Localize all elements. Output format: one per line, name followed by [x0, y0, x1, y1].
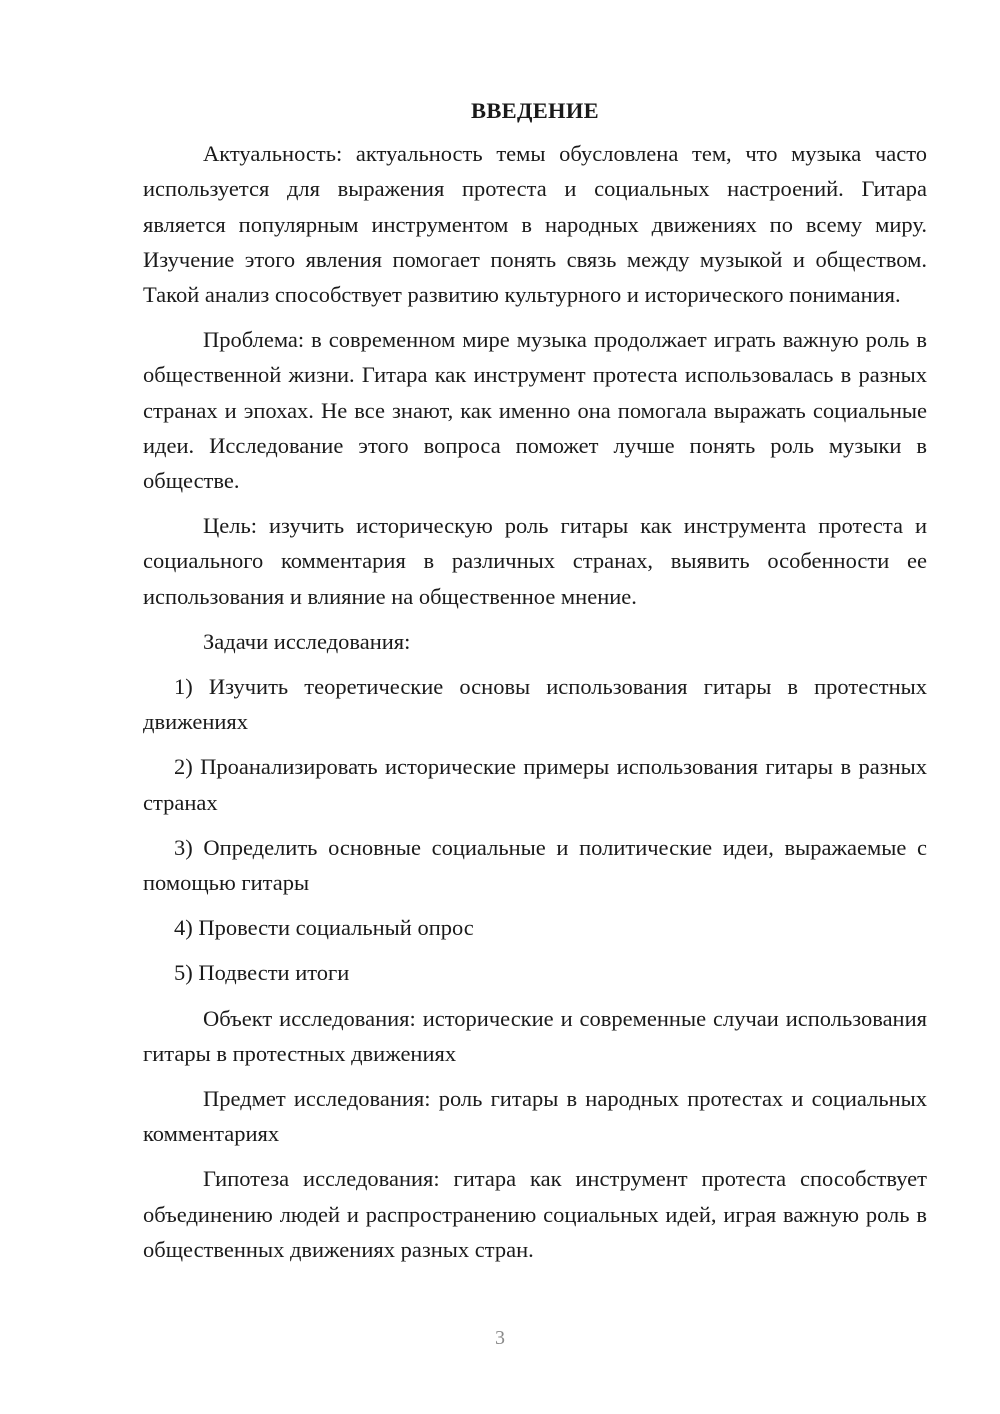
page-number: 3 — [495, 1327, 505, 1349]
relevance-paragraph: Актуальность: актуальность темы обусловлена тем, что музыка часто используется для выражения протеста и социальных настроений. Гитара является популярным инструментом в народных движениях по всему миру. Изучение этого явления помогает понять связь между музыкой и обществом. Такой анализ способствует развитию культурного и исторического понимания. — [143, 141, 927, 308]
task-item: 5) Подвести итоги — [174, 960, 350, 986]
task-item: 4) Провести социальный опрос — [174, 915, 474, 941]
section-heading: ВВЕДЕНИЕ — [471, 98, 599, 123]
task-item: 2) Проанализировать исторические примеры использования гитары в разных странах — [143, 754, 927, 815]
object-paragraph: Объект исследования: исторические и современные случаи использования гитары в протестных движениях — [143, 1005, 927, 1066]
tasks-intro: Задачи исследования: — [203, 628, 411, 654]
goal-paragraph: Цель: изучить историческую роль гитары как инструмента протеста и социального комментария в различных странах, выявить особенности ее использования и влияние на общественное мнение. — [143, 513, 927, 609]
task-item: 1) Изучить теоретические основы использования гитары в протестных движениях — [143, 674, 927, 735]
page-content — [143, 93, 927, 1277]
subject-paragraph: Предмет исследования: роль гитары в народных протестах и социальных комментариях — [143, 1086, 927, 1147]
problem-paragraph: Проблема: в современном мире музыка продолжает играть важную роль в общественной жизни. Гитара как инструмент протеста использовалась в разных странах и эпохах. Не все знают, как именно она помогала выражать социальные идеи. Исследование этого вопроса поможет лучше понять роль музыки в обществе. — [143, 327, 927, 494]
task-item: 3) Определить основные социальные и политические идеи, выражаемые с помощью гитары — [143, 834, 927, 896]
hypothesis-paragraph: Гипотеза исследования: гитара как инструмент протеста способствует объединению людей и распространению социальных идей, играя важную роль в общественных движениях разных стран. — [143, 1166, 927, 1262]
